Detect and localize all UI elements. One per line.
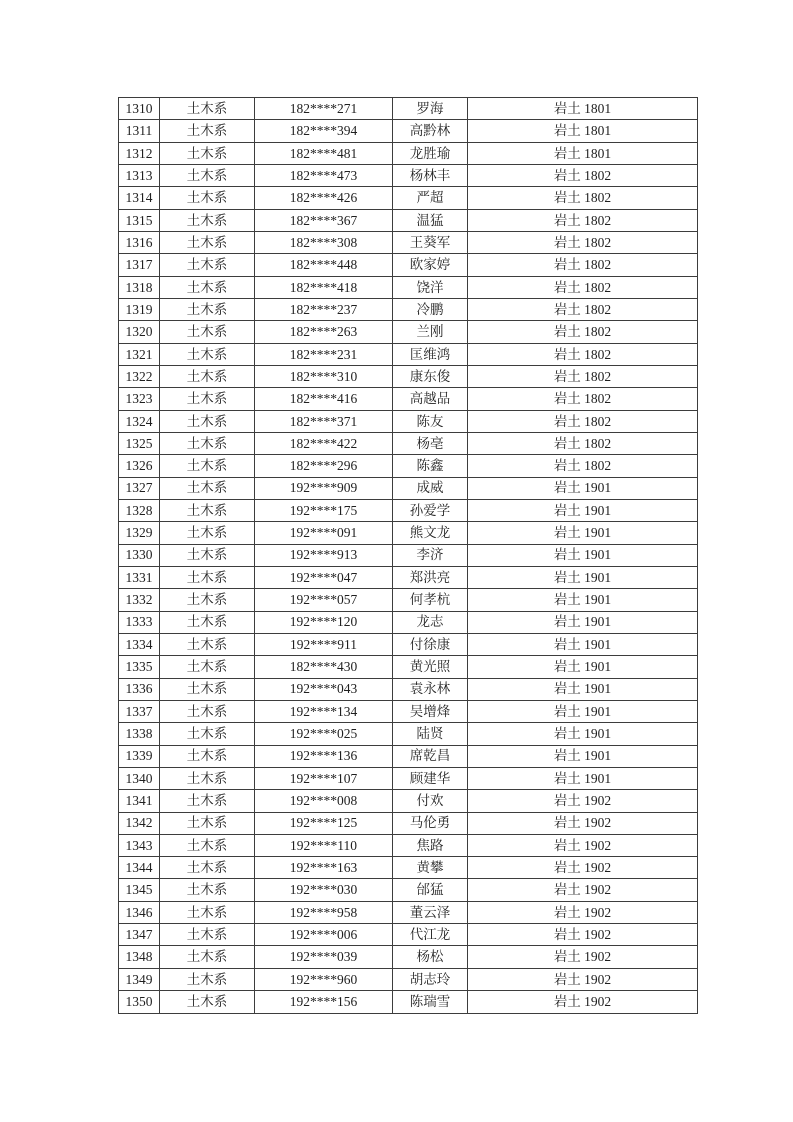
serial-number-cell: 1338 <box>119 723 160 745</box>
table-row <box>119 321 698 343</box>
student-name-cell: 杨松 <box>393 946 468 968</box>
table-row <box>119 678 698 700</box>
student-name-cell: 孙爱学 <box>393 499 468 521</box>
serial-number-cell: 1328 <box>119 499 160 521</box>
department-cell: 土木系 <box>160 544 255 566</box>
class-name-cell: 岩土 1902 <box>468 946 698 968</box>
student-id-cell: 192****110 <box>255 834 393 856</box>
student-id-cell: 182****310 <box>255 365 393 387</box>
table-row <box>119 656 698 678</box>
class-name-cell: 岩土 1802 <box>468 455 698 477</box>
class-name-cell: 岩土 1902 <box>468 812 698 834</box>
class-name-cell: 岩土 1802 <box>468 254 698 276</box>
department-cell: 土木系 <box>160 231 255 253</box>
class-name-cell: 岩土 1902 <box>468 857 698 879</box>
student-id-cell: 192****091 <box>255 522 393 544</box>
table-row <box>119 767 698 789</box>
student-roster-body <box>119 98 698 1014</box>
table-row <box>119 745 698 767</box>
student-name-cell: 陆贤 <box>393 723 468 745</box>
department-cell: 土木系 <box>160 365 255 387</box>
serial-number-cell: 1344 <box>119 857 160 879</box>
class-name-cell: 岩土 1902 <box>468 901 698 923</box>
class-name-cell: 岩土 1802 <box>468 164 698 186</box>
department-cell: 土木系 <box>160 633 255 655</box>
class-name-cell: 岩土 1901 <box>468 522 698 544</box>
class-name-cell: 岩土 1802 <box>468 209 698 231</box>
class-name-cell: 岩土 1901 <box>468 477 698 499</box>
class-name-cell: 岩土 1902 <box>468 790 698 812</box>
student-id-cell: 182****481 <box>255 142 393 164</box>
department-cell: 土木系 <box>160 589 255 611</box>
table-row <box>119 209 698 231</box>
department-cell: 土木系 <box>160 723 255 745</box>
serial-number-cell: 1333 <box>119 611 160 633</box>
serial-number-cell: 1340 <box>119 767 160 789</box>
department-cell: 土木系 <box>160 901 255 923</box>
department-cell: 土木系 <box>160 767 255 789</box>
student-id-cell: 192****047 <box>255 566 393 588</box>
department-cell: 土木系 <box>160 120 255 142</box>
table-row <box>119 187 698 209</box>
department-cell: 土木系 <box>160 298 255 320</box>
serial-number-cell: 1348 <box>119 946 160 968</box>
student-name-cell: 龙胜瑜 <box>393 142 468 164</box>
student-name-cell: 兰刚 <box>393 321 468 343</box>
serial-number-cell: 1315 <box>119 209 160 231</box>
student-id-cell: 192****909 <box>255 477 393 499</box>
student-name-cell: 付徐康 <box>393 633 468 655</box>
department-cell: 土木系 <box>160 321 255 343</box>
student-name-cell: 代江龙 <box>393 924 468 946</box>
department-cell: 土木系 <box>160 924 255 946</box>
serial-number-cell: 1345 <box>119 879 160 901</box>
class-name-cell: 岩土 1802 <box>468 410 698 432</box>
department-cell: 土木系 <box>160 187 255 209</box>
student-id-cell: 182****296 <box>255 455 393 477</box>
student-name-cell: 饶洋 <box>393 276 468 298</box>
department-cell: 土木系 <box>160 522 255 544</box>
class-name-cell: 岩土 1802 <box>468 388 698 410</box>
class-name-cell: 岩土 1902 <box>468 924 698 946</box>
table-row <box>119 254 698 276</box>
class-name-cell: 岩土 1901 <box>468 611 698 633</box>
serial-number-cell: 1323 <box>119 388 160 410</box>
department-cell: 土木系 <box>160 142 255 164</box>
table-row <box>119 879 698 901</box>
student-id-cell: 192****911 <box>255 633 393 655</box>
department-cell: 土木系 <box>160 410 255 432</box>
table-row <box>119 477 698 499</box>
student-name-cell: 袁永林 <box>393 678 468 700</box>
student-id-cell: 192****156 <box>255 991 393 1014</box>
table-row <box>119 499 698 521</box>
student-id-cell: 182****418 <box>255 276 393 298</box>
serial-number-cell: 1311 <box>119 120 160 142</box>
table-row <box>119 164 698 186</box>
serial-number-cell: 1349 <box>119 968 160 990</box>
student-name-cell: 顾建华 <box>393 767 468 789</box>
table-row <box>119 991 698 1014</box>
class-name-cell: 岩土 1802 <box>468 298 698 320</box>
student-id-cell: 192****136 <box>255 745 393 767</box>
student-name-cell: 康东俊 <box>393 365 468 387</box>
table-row <box>119 98 698 120</box>
student-id-cell: 192****057 <box>255 589 393 611</box>
student-id-cell: 192****120 <box>255 611 393 633</box>
serial-number-cell: 1342 <box>119 812 160 834</box>
serial-number-cell: 1326 <box>119 455 160 477</box>
student-name-cell: 高黔林 <box>393 120 468 142</box>
table-row <box>119 857 698 879</box>
serial-number-cell: 1350 <box>119 991 160 1014</box>
department-cell: 土木系 <box>160 254 255 276</box>
serial-number-cell: 1317 <box>119 254 160 276</box>
department-cell: 土木系 <box>160 164 255 186</box>
table-row <box>119 120 698 142</box>
student-name-cell: 欧家婷 <box>393 254 468 276</box>
student-id-cell: 182****237 <box>255 298 393 320</box>
serial-number-cell: 1332 <box>119 589 160 611</box>
serial-number-cell: 1330 <box>119 544 160 566</box>
table-row <box>119 410 698 432</box>
department-cell: 土木系 <box>160 388 255 410</box>
student-name-cell: 吴增烽 <box>393 700 468 722</box>
student-id-cell: 182****430 <box>255 656 393 678</box>
department-cell: 土木系 <box>160 946 255 968</box>
serial-number-cell: 1320 <box>119 321 160 343</box>
student-id-cell: 192****008 <box>255 790 393 812</box>
student-name-cell: 付欢 <box>393 790 468 812</box>
class-name-cell: 岩土 1901 <box>468 656 698 678</box>
table-row <box>119 723 698 745</box>
table-row <box>119 611 698 633</box>
student-name-cell: 罗海 <box>393 98 468 120</box>
class-name-cell: 岩土 1802 <box>468 321 698 343</box>
department-cell: 土木系 <box>160 790 255 812</box>
serial-number-cell: 1319 <box>119 298 160 320</box>
student-id-cell: 192****043 <box>255 678 393 700</box>
serial-number-cell: 1325 <box>119 432 160 454</box>
student-name-cell: 杨林丰 <box>393 164 468 186</box>
table-row <box>119 700 698 722</box>
serial-number-cell: 1316 <box>119 231 160 253</box>
serial-number-cell: 1343 <box>119 834 160 856</box>
student-id-cell: 192****006 <box>255 924 393 946</box>
student-name-cell: 冷鹏 <box>393 298 468 320</box>
department-cell: 土木系 <box>160 968 255 990</box>
student-id-cell: 192****125 <box>255 812 393 834</box>
table-row <box>119 522 698 544</box>
class-name-cell: 岩土 1802 <box>468 432 698 454</box>
student-id-cell: 192****913 <box>255 544 393 566</box>
serial-number-cell: 1324 <box>119 410 160 432</box>
serial-number-cell: 1341 <box>119 790 160 812</box>
student-name-cell: 胡志玲 <box>393 968 468 990</box>
student-name-cell: 邰猛 <box>393 879 468 901</box>
class-name-cell: 岩土 1901 <box>468 678 698 700</box>
student-id-cell: 192****030 <box>255 879 393 901</box>
class-name-cell: 岩土 1901 <box>468 499 698 521</box>
serial-number-cell: 1329 <box>119 522 160 544</box>
student-id-cell: 182****473 <box>255 164 393 186</box>
table-row <box>119 901 698 923</box>
class-name-cell: 岩土 1802 <box>468 187 698 209</box>
student-id-cell: 182****422 <box>255 432 393 454</box>
student-roster-table <box>118 97 698 1014</box>
serial-number-cell: 1331 <box>119 566 160 588</box>
student-id-cell: 192****163 <box>255 857 393 879</box>
table-row <box>119 790 698 812</box>
student-name-cell: 董云泽 <box>393 901 468 923</box>
student-name-cell: 郑洪亮 <box>393 566 468 588</box>
department-cell: 土木系 <box>160 678 255 700</box>
class-name-cell: 岩土 1902 <box>468 991 698 1014</box>
student-id-cell: 182****263 <box>255 321 393 343</box>
class-name-cell: 岩土 1901 <box>468 723 698 745</box>
student-name-cell: 熊文龙 <box>393 522 468 544</box>
student-name-cell: 李济 <box>393 544 468 566</box>
student-name-cell: 陈鑫 <box>393 455 468 477</box>
student-id-cell: 182****426 <box>255 187 393 209</box>
student-name-cell: 温猛 <box>393 209 468 231</box>
class-name-cell: 岩土 1901 <box>468 633 698 655</box>
student-id-cell: 182****231 <box>255 343 393 365</box>
student-name-cell: 严超 <box>393 187 468 209</box>
student-name-cell: 陈瑞雪 <box>393 991 468 1014</box>
student-name-cell: 王葵军 <box>393 231 468 253</box>
department-cell: 土木系 <box>160 611 255 633</box>
department-cell: 土木系 <box>160 343 255 365</box>
serial-number-cell: 1339 <box>119 745 160 767</box>
department-cell: 土木系 <box>160 879 255 901</box>
department-cell: 土木系 <box>160 656 255 678</box>
class-name-cell: 岩土 1802 <box>468 231 698 253</box>
table-row <box>119 589 698 611</box>
table-row <box>119 365 698 387</box>
table-row <box>119 298 698 320</box>
class-name-cell: 岩土 1901 <box>468 745 698 767</box>
class-name-cell: 岩土 1802 <box>468 343 698 365</box>
student-id-cell: 182****367 <box>255 209 393 231</box>
table-row <box>119 924 698 946</box>
serial-number-cell: 1313 <box>119 164 160 186</box>
table-row <box>119 834 698 856</box>
department-cell: 土木系 <box>160 812 255 834</box>
table-row <box>119 432 698 454</box>
table-row <box>119 812 698 834</box>
class-name-cell: 岩土 1901 <box>468 589 698 611</box>
serial-number-cell: 1346 <box>119 901 160 923</box>
class-name-cell: 岩土 1802 <box>468 365 698 387</box>
student-id-cell: 182****448 <box>255 254 393 276</box>
table-row <box>119 544 698 566</box>
class-name-cell: 岩土 1901 <box>468 767 698 789</box>
class-name-cell: 岩土 1901 <box>468 544 698 566</box>
student-name-cell: 陈友 <box>393 410 468 432</box>
serial-number-cell: 1314 <box>119 187 160 209</box>
serial-number-cell: 1321 <box>119 343 160 365</box>
serial-number-cell: 1347 <box>119 924 160 946</box>
class-name-cell: 岩土 1901 <box>468 566 698 588</box>
student-id-cell: 192****958 <box>255 901 393 923</box>
student-id-cell: 192****025 <box>255 723 393 745</box>
department-cell: 土木系 <box>160 700 255 722</box>
student-name-cell: 黄攀 <box>393 857 468 879</box>
student-name-cell: 何孝杭 <box>393 589 468 611</box>
student-name-cell: 匡维鸿 <box>393 343 468 365</box>
department-cell: 土木系 <box>160 857 255 879</box>
department-cell: 土木系 <box>160 276 255 298</box>
department-cell: 土木系 <box>160 566 255 588</box>
class-name-cell: 岩土 1902 <box>468 879 698 901</box>
student-id-cell: 182****416 <box>255 388 393 410</box>
table-row <box>119 455 698 477</box>
department-cell: 土木系 <box>160 477 255 499</box>
student-name-cell: 高越品 <box>393 388 468 410</box>
department-cell: 土木系 <box>160 991 255 1014</box>
student-name-cell: 龙志 <box>393 611 468 633</box>
serial-number-cell: 1337 <box>119 700 160 722</box>
serial-number-cell: 1327 <box>119 477 160 499</box>
table-row <box>119 276 698 298</box>
student-id-cell: 182****394 <box>255 120 393 142</box>
department-cell: 土木系 <box>160 209 255 231</box>
table-row <box>119 343 698 365</box>
student-id-cell: 182****308 <box>255 231 393 253</box>
table-row <box>119 388 698 410</box>
student-name-cell: 成威 <box>393 477 468 499</box>
student-id-cell: 182****271 <box>255 98 393 120</box>
department-cell: 土木系 <box>160 834 255 856</box>
table-row <box>119 968 698 990</box>
table-row <box>119 231 698 253</box>
student-id-cell: 192****175 <box>255 499 393 521</box>
department-cell: 土木系 <box>160 455 255 477</box>
table-row <box>119 566 698 588</box>
department-cell: 土木系 <box>160 499 255 521</box>
table-row <box>119 633 698 655</box>
student-id-cell: 192****107 <box>255 767 393 789</box>
class-name-cell: 岩土 1801 <box>468 98 698 120</box>
class-name-cell: 岩土 1802 <box>468 276 698 298</box>
class-name-cell: 岩土 1801 <box>468 142 698 164</box>
class-name-cell: 岩土 1902 <box>468 968 698 990</box>
department-cell: 土木系 <box>160 98 255 120</box>
student-id-cell: 192****039 <box>255 946 393 968</box>
class-name-cell: 岩土 1902 <box>468 834 698 856</box>
serial-number-cell: 1336 <box>119 678 160 700</box>
student-name-cell: 黄光照 <box>393 656 468 678</box>
class-name-cell: 岩土 1901 <box>468 700 698 722</box>
serial-number-cell: 1310 <box>119 98 160 120</box>
serial-number-cell: 1312 <box>119 142 160 164</box>
department-cell: 土木系 <box>160 432 255 454</box>
serial-number-cell: 1318 <box>119 276 160 298</box>
table-row <box>119 142 698 164</box>
student-name-cell: 马伦勇 <box>393 812 468 834</box>
class-name-cell: 岩土 1801 <box>468 120 698 142</box>
student-name-cell: 焦路 <box>393 834 468 856</box>
serial-number-cell: 1335 <box>119 656 160 678</box>
serial-number-cell: 1322 <box>119 365 160 387</box>
department-cell: 土木系 <box>160 745 255 767</box>
serial-number-cell: 1334 <box>119 633 160 655</box>
student-id-cell: 192****960 <box>255 968 393 990</box>
student-id-cell: 182****371 <box>255 410 393 432</box>
table-row <box>119 946 698 968</box>
student-name-cell: 杨亳 <box>393 432 468 454</box>
student-name-cell: 席乾昌 <box>393 745 468 767</box>
student-id-cell: 192****134 <box>255 700 393 722</box>
